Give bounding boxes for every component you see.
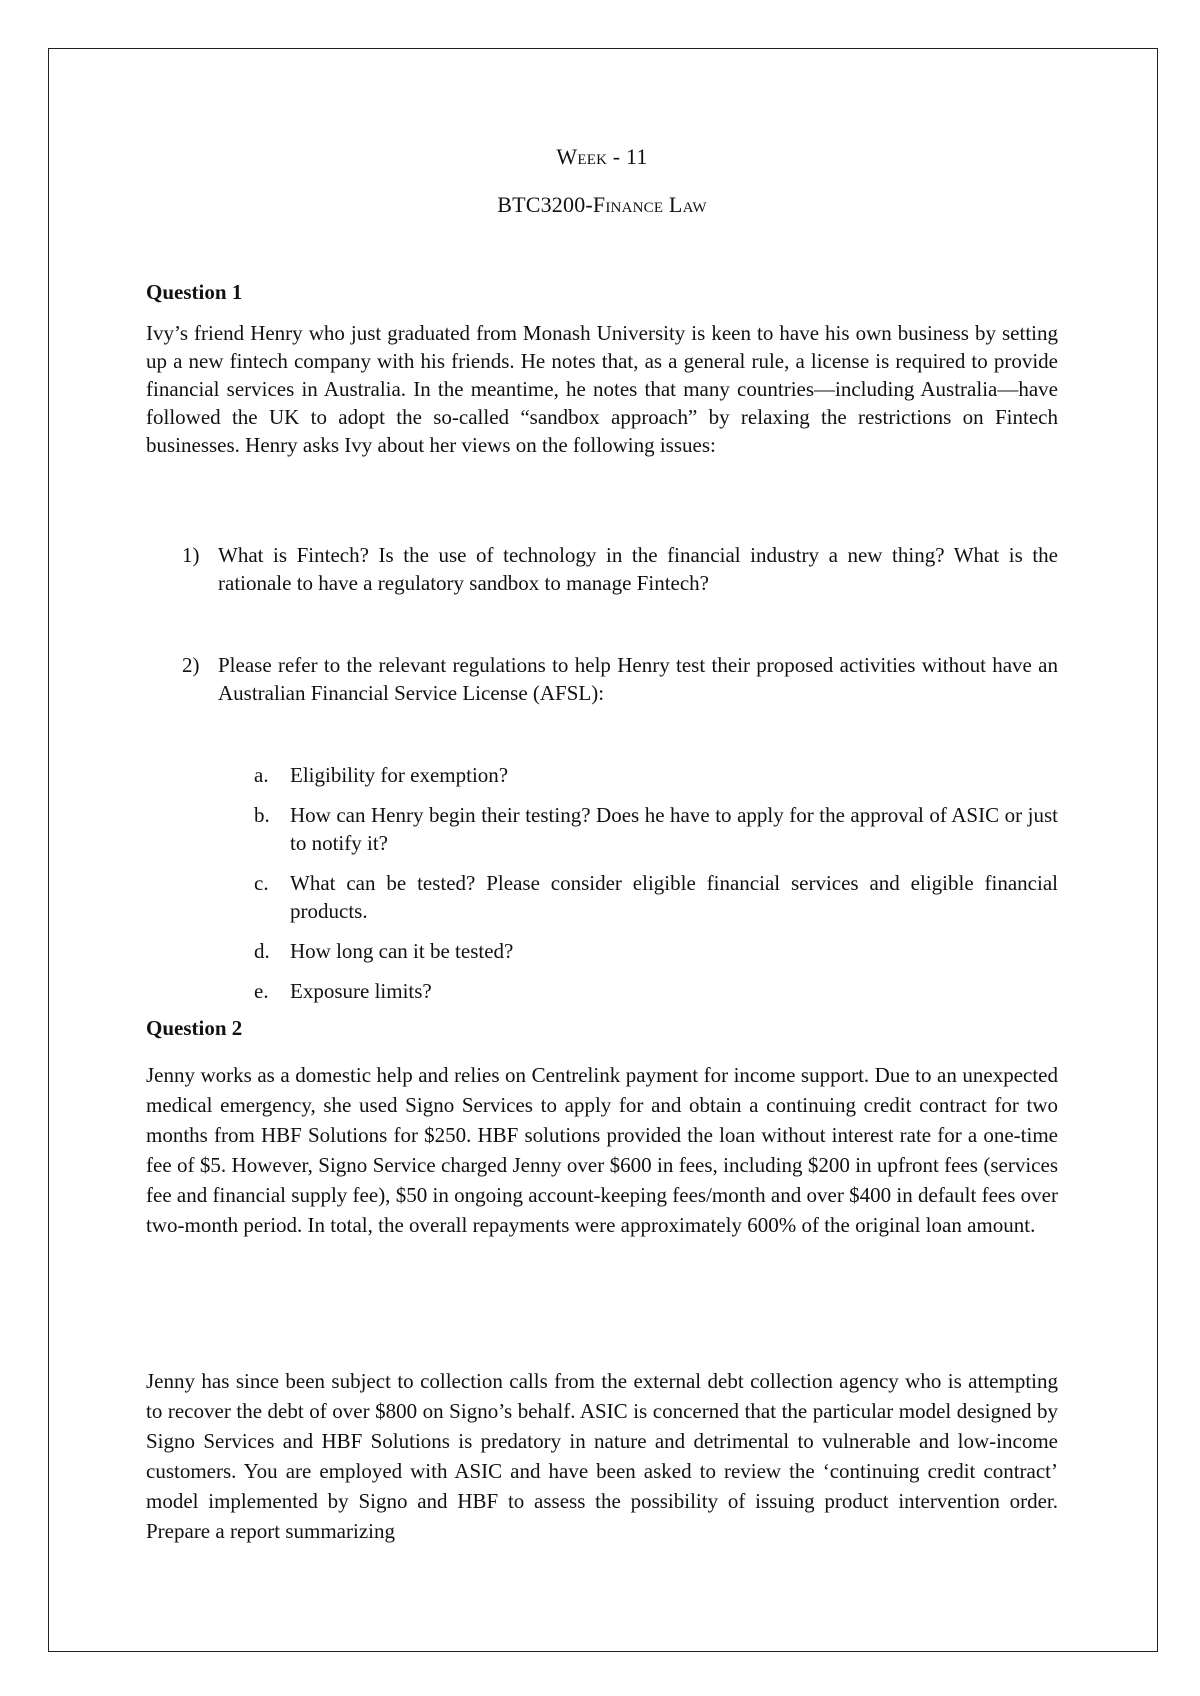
question-2-heading: Question 2 [146,1016,243,1040]
item-marker: 2) [182,653,200,677]
subitem-text: Exposure limits? [290,979,432,1003]
subitem-text: What can be tested? Please consider eligible financial services and eligible financial products. [290,871,1058,923]
question-1-subitem-c [254,869,1058,925]
week-title: Week - 11 [556,144,648,169]
question-2-paragraph-2: Jenny has since been subject to collection calls from the external debt collection agency who is attempting to recover the debt of over $800 on Signo’s behalf. ASIC is concerned that the particular model designed by Signo Services and HBF Solutions is predatory in nature and detrimental to vulnerable and low-income customers. You are employed with ASIC and have been asked to review the ‘continuing credit contract’ model implemented by Signo and HBF to assess the possibility of issuing product intervention order. Prepare a report summarizing [146,1369,1058,1543]
item-text: Please refer to the relevant regulations to help Henry test their proposed activities without have an Australian Financial Service License (AFSL): [218,653,1058,705]
subitem-text: Eligibility for exemption? [290,763,509,787]
question-1-item-2 [182,651,1058,707]
subitem-text: How long can it be tested? [290,939,514,963]
question-2-paragraph-1: Jenny works as a domestic help and relies on Centrelink payment for income support. Due to an unexpected medical emergency, she used Signo Services to apply for and obtain a continuing credit contract for two months from HBF Solutions for $250. HBF solutions provided the loan without interest rate for a one-time fee of $5. However, Signo Service charged Jenny over $600 in fees, including $200 in upfront fees (services fee and financial supply fee), $50 in ongoing account-keeping fees/month and over $400 in default fees over two-month period. In total, the overall repayments were approximately 600% of the original loan amount. [146,1063,1058,1237]
subitem-marker: e. [254,979,269,1003]
course-title: BTC3200-Finance Law [497,192,707,217]
question-1-intro: Ivy’s friend Henry who just graduated from Monash University is keen to have his own business by setting up a new fintech company with his friends. He notes that, as a general rule, a license is required to provide financial services in Australia. In the meantime, he notes that many countries—including Australia—have followed the UK to adopt the so-called “sandbox approach” by relaxing the restrictions on Fintech businesses. Henry asks Ivy about her views on the following issues: [146,321,1058,457]
subitem-text: How can Henry begin their testing? Does he have to apply for the approval of ASIC or just to notify it? [290,803,1058,855]
subitem-marker: a. [254,763,269,787]
item-text: What is Fintech? Is the use of technology in the financial industry a new thing? What is the rationale to have a regulatory sandbox to manage Fintech? [218,543,1058,595]
item-marker: 1) [182,543,200,567]
subitem-marker: b. [254,803,270,827]
subitem-marker: d. [254,939,270,963]
question-1-subitem-a [254,761,1058,789]
question-1-subitem-d [254,937,1058,965]
question-1-heading: Question 1 [146,280,243,304]
question-1-subitem-b [254,801,1058,857]
question-1-subitem-e [254,977,1058,1005]
question-1-item-1 [182,541,1058,597]
subitem-marker: c. [254,871,269,895]
